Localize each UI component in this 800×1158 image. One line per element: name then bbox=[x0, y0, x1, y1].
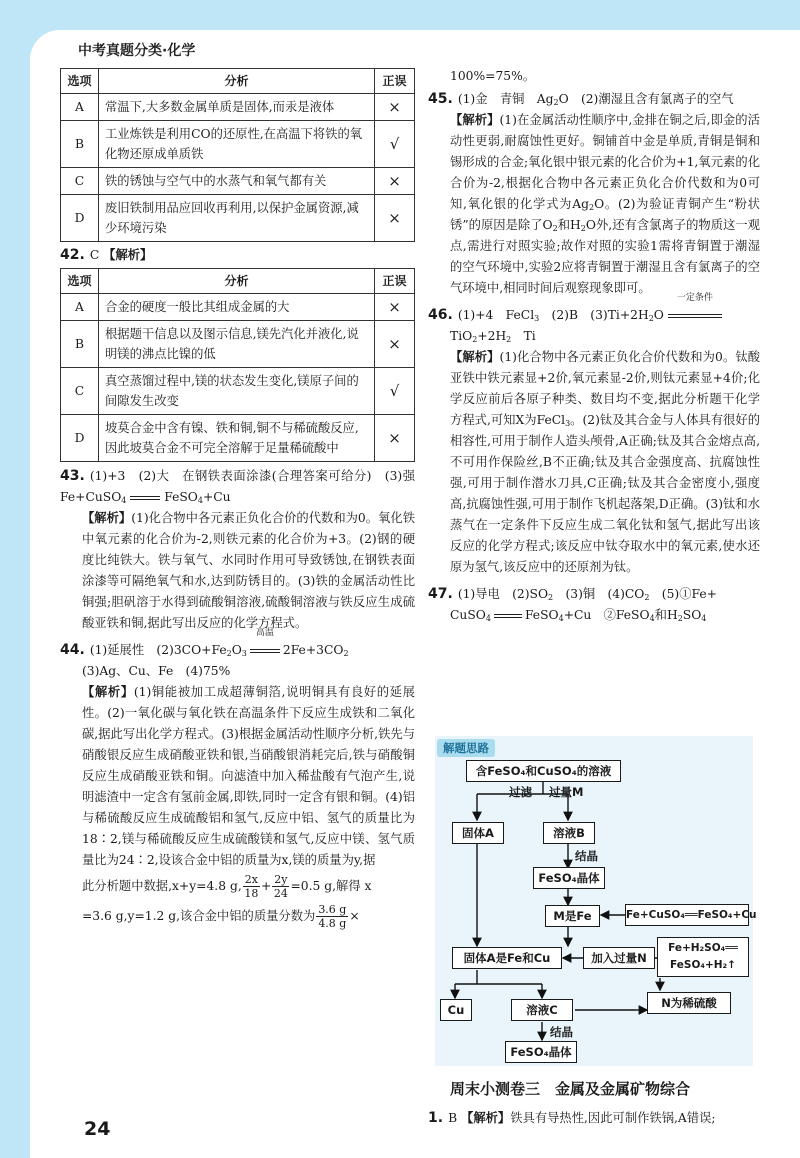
sub: 2 bbox=[343, 649, 349, 658]
sub: 2 bbox=[552, 224, 558, 233]
sub: 4 bbox=[558, 614, 564, 623]
flow-op-filter: 过滤 bbox=[509, 785, 532, 799]
q1-analysis-tag: 【解析】 bbox=[461, 1111, 511, 1125]
q45-exp-3: 和H bbox=[557, 218, 581, 232]
fraction bbox=[272, 873, 289, 900]
q47-h: 和H bbox=[654, 608, 678, 622]
q45-answer-text-2: O (2)潮湿且含有氯离子的空气 bbox=[558, 92, 734, 106]
q1-explanation: 铁具有导热性,因此可制作铁锅,A错误; bbox=[510, 1111, 716, 1125]
th-judge: 正误 bbox=[375, 69, 415, 94]
flow-solution-c: 溶液C bbox=[511, 999, 573, 1021]
cell: B bbox=[61, 321, 99, 368]
sub: 4 bbox=[701, 614, 707, 623]
q45-number: 45. bbox=[428, 91, 453, 107]
cell: 废旧铁制用品应回收再利用,以保护金属资源,减少环境污染 bbox=[99, 195, 375, 242]
q45-analysis bbox=[428, 110, 760, 299]
table-row bbox=[61, 168, 415, 195]
flow-solid-a-fe-cu: 固体A是Fe和Cu bbox=[452, 947, 562, 969]
cell: C bbox=[61, 368, 99, 415]
q44-analysis-tag: 【解析】 bbox=[82, 685, 134, 699]
q47-cu: +Cu ②FeSO bbox=[563, 608, 650, 622]
q47-answer-1: (1)导电 (2)SO bbox=[457, 587, 549, 601]
cell: A bbox=[61, 294, 99, 321]
q1-number: 1. bbox=[428, 1110, 444, 1126]
q44-o: O bbox=[231, 643, 242, 657]
denominator: 24 bbox=[273, 887, 288, 900]
table-q41 bbox=[60, 68, 415, 242]
q47-cuso4: CuSO bbox=[450, 608, 486, 622]
q1-line bbox=[428, 1108, 763, 1128]
sub: 2 bbox=[548, 593, 554, 602]
q46-analysis bbox=[428, 347, 760, 578]
q43-eq-right: FeSO bbox=[164, 490, 198, 504]
sub: 3 bbox=[565, 419, 571, 428]
sub: 3 bbox=[241, 649, 247, 658]
mark: × bbox=[375, 321, 415, 368]
cell: 真空蒸馏过程中,镁的状态发生变化,镁原子间的间隙发生改变 bbox=[99, 368, 375, 415]
eq-sign bbox=[250, 628, 280, 661]
q44-answer-2: (3)Ag、Cu、Fe (4)75% bbox=[82, 664, 231, 678]
fraction bbox=[316, 903, 348, 930]
sub: 2 bbox=[677, 614, 683, 623]
q46-answer-1: (1)+4 FeCl bbox=[457, 308, 535, 322]
table-row bbox=[61, 94, 415, 121]
q46-tio2: TiO bbox=[450, 329, 473, 343]
cell: B bbox=[61, 121, 99, 168]
flow-op-excess-m: 过量M bbox=[549, 785, 584, 799]
flow-feso4-crystal-2: FeSO₄晶体 bbox=[505, 1041, 577, 1063]
cell: A bbox=[61, 94, 99, 121]
mark: × bbox=[375, 415, 415, 462]
th-analysis: 分析 bbox=[99, 269, 375, 294]
table-row bbox=[61, 368, 415, 415]
cell: 铁的锈蚀与空气中的水蒸气和氧气都有关 bbox=[99, 168, 375, 195]
q1-answer: B bbox=[448, 1111, 458, 1125]
calc-text: =0.5 g,解得 x bbox=[290, 879, 372, 893]
flow-solid-a: 固体A bbox=[452, 822, 504, 844]
q43-analysis-tag: 【解析】 bbox=[82, 511, 132, 525]
flow-arrows bbox=[435, 736, 753, 1066]
q46-h2: +2H bbox=[477, 329, 507, 343]
left-column bbox=[60, 68, 415, 931]
cell: 坡莫合金中含有镍、铁和铜,铜不与稀硫酸反应,因此坡莫合金不可完全溶解于足量稀硫酸中 bbox=[99, 415, 375, 462]
page-number: 24 bbox=[84, 1118, 111, 1140]
q44-answer-1: (1)延展性 (2)3CO+Fe bbox=[89, 643, 227, 657]
numerator: 2y bbox=[274, 873, 288, 886]
mark: × bbox=[375, 94, 415, 121]
q44-explanation: (1)铜能被加工成超薄铜箔,说明铜具有良好的延展性。(2)一氧化碳与氧化铁在高温条件下反应生成铁和二氧化碳,据此写出化学方程式。(3)根据金属活动性顺序分析,铁先与硝酸银反应生成硝酸亚铁和银,当硝酸银消耗完后,铁与硝酸铜反应生成硝酸亚铁和铜。向滤渣中加入稀盐酸有气泡产生,说明滤渣中一定含有氢前金属,即铁,同时一定含有银和铜。(4)铝与稀硫酸反应生成硫酸铝和氢气,反应中铝、氢气的质量比为18∶2,镁与稀硫酸反应生成硫酸镁和氢气,反应中镁、氢气质量比为24∶2,设该合金中铝的质量为x,镁的质量为y,据 bbox=[82, 685, 415, 867]
q44-number: 44. bbox=[60, 642, 85, 658]
page-header: 中考真题分类·化学 bbox=[78, 43, 196, 59]
q45-exp-2: O。(2)为验证青铜产生“粉状锈”的原因是除了O bbox=[450, 197, 760, 232]
mark: × bbox=[375, 294, 415, 321]
right-column bbox=[428, 66, 760, 626]
section-title: 周末小测卷三 金属及金属矿物综合 bbox=[450, 1080, 691, 1098]
sub: 4 bbox=[649, 614, 655, 623]
flow-add-excess-n: 加入过量N bbox=[583, 947, 655, 969]
q46-answer-1c: O bbox=[653, 308, 664, 322]
q46-number: 46. bbox=[428, 307, 453, 323]
cell: 合金的硬度一般比其组成金属的大 bbox=[99, 294, 375, 321]
sub: 2 bbox=[226, 649, 232, 658]
q44-analysis bbox=[60, 682, 415, 871]
q45-analysis-tag: 【解析】 bbox=[450, 113, 500, 127]
q42-line bbox=[60, 245, 415, 266]
mark: √ bbox=[375, 368, 415, 415]
th-option: 选项 bbox=[61, 69, 99, 94]
acid-eq-line1: Fe+H₂SO₄══ bbox=[668, 942, 738, 954]
q46-exp-2: 。(2)钛及其合金与人体具有很好的相容性,可用于制作人造头颅骨,A正确;钛及其合金熔点高,不可用作保险丝,B不正确;钛及其合金强度高、抗腐蚀性强,可用于制作潜水刀具,C正确;钛及其合金密度小,强度高,抗腐蚀性强,可用于制作飞机起落架,D正确。(3)钛和水蒸气在一定条件下反应生成二氧化钛和氢气,据此写出该反应的化学方程式;该反应中钛夺取水中的氧元素,使水还原为氢气,该反应中的还原剂为钛。 bbox=[450, 413, 760, 574]
q46-answer: 46. (1)+4 FeCl$_3$ (2)B $(3)Ti+2H_2O$ 一定条件 bbox=[428, 305, 760, 326]
q46-analysis-tag: 【解析】 bbox=[450, 350, 500, 364]
eq-sign bbox=[494, 605, 522, 626]
q44-product: 2Fe+3CO bbox=[282, 643, 344, 657]
flow-equation-box: Fe+CuSO₄══FeSO₄+Cu bbox=[625, 904, 749, 926]
numerator: 3.6 g bbox=[318, 903, 347, 916]
cell: 根据题干信息以及图示信息,镁先汽化并液化,说明镁的沸点比镍的低 bbox=[99, 321, 375, 368]
flow-cu: Cu bbox=[440, 999, 472, 1021]
acid-eq-line2: FeSO₄+H₂↑ bbox=[670, 959, 736, 971]
table-row bbox=[61, 195, 415, 242]
th-analysis: 分析 bbox=[99, 69, 375, 94]
th-option: 选项 bbox=[61, 269, 99, 294]
plus: + bbox=[260, 879, 272, 893]
sub: 2 bbox=[553, 98, 559, 107]
page bbox=[30, 30, 800, 1158]
sub: 2 bbox=[644, 593, 650, 602]
q42-number: 42. bbox=[60, 247, 85, 263]
flow-top-solution: 含FeSO₄和CuSO₄的溶液 bbox=[466, 760, 621, 782]
fraction bbox=[243, 873, 260, 900]
eq-condition: 一定条件 bbox=[676, 293, 713, 303]
cell: C bbox=[61, 168, 99, 195]
q45-answer bbox=[428, 89, 760, 110]
q45-exp-4: O外,还有含氯离子的物质这一观点,需进行对照实验;故作对照的实验1需将青铜置于潮湿的空气环境中,实验2应将青铜置于潮湿且含有氯离子的空气环境中,相同时间后观察现象即可。 bbox=[450, 218, 760, 295]
q46-answer-line2: $TiO_2+2H_2$ Ti bbox=[450, 329, 536, 344]
mark: × bbox=[375, 195, 415, 242]
sub: 2 bbox=[580, 224, 586, 233]
q47-feso4: FeSO bbox=[524, 608, 559, 622]
sub: 4 bbox=[121, 496, 127, 505]
q47-so: SO bbox=[682, 608, 702, 622]
q43-explanation: (1)化合物中各元素正负化合价的代数和为0。氧化铁中氧元素的化合价为-2,则铁元素的化合价为+3。(2)钢的硬度比纯铁大。铁与氧气、水同时作用可导致锈蚀,在钢铁表面涂漆等可隔绝氧气和水,达到防锈目的。(3)铁的金属活动性比铜强;胆矾溶于水得到硫酸铜溶液,硫酸铜溶液与铁反应生成硫酸亚铁和铜,据此写出反应的化学方程式。 bbox=[82, 511, 415, 630]
eq-sign bbox=[130, 487, 160, 508]
calc-text: =3.6 g,y=1.2 g,该合金中铝的质量分数为 bbox=[82, 909, 316, 923]
table-row bbox=[61, 121, 415, 168]
th-judge: 正误 bbox=[375, 269, 415, 294]
calc-text: 此分析题中数据,x+y=4.8 g, bbox=[82, 879, 242, 893]
q43-answer bbox=[60, 466, 415, 508]
q46-ti: Ti bbox=[523, 329, 536, 343]
q44-calc-1 bbox=[60, 871, 415, 901]
flowchart-tag: 解题思路 bbox=[437, 739, 495, 757]
q43-analysis bbox=[60, 508, 415, 634]
sub: 2 bbox=[588, 203, 595, 212]
cell: D bbox=[61, 195, 99, 242]
q43-number: 43. bbox=[60, 468, 85, 484]
eq-condition: 高温 bbox=[255, 628, 274, 638]
mark: × bbox=[375, 168, 415, 195]
table-row bbox=[61, 294, 415, 321]
sub: 4 bbox=[485, 614, 491, 623]
table-row bbox=[61, 321, 415, 368]
flow-acid-equation bbox=[657, 937, 749, 977]
q42-answer: C bbox=[89, 248, 100, 262]
q43-eq-right2: +Cu bbox=[202, 490, 231, 504]
numerator: 2x bbox=[244, 873, 258, 886]
q42-analysis-tag: 【解析】 bbox=[103, 248, 153, 262]
q44-continuation: 100%=75%。 bbox=[450, 69, 536, 83]
flow-solution-b: 溶液B bbox=[543, 822, 595, 844]
q44-answer bbox=[60, 628, 415, 661]
q47-answer bbox=[428, 584, 760, 605]
sub: 4 bbox=[197, 496, 203, 505]
table-q42 bbox=[60, 268, 415, 462]
q47-answer-1c: (5)①Fe+ bbox=[661, 587, 717, 601]
denominator: 4.8 g bbox=[318, 917, 347, 930]
q46-answer-1b: (2)B (3)Ti+2H bbox=[551, 308, 649, 322]
flow-feso4-crystal: FeSO₄晶体 bbox=[533, 867, 605, 889]
denominator: 18 bbox=[244, 887, 259, 900]
sub: 3 bbox=[534, 314, 540, 323]
q43-eq-left: Fe+CuSO bbox=[60, 490, 122, 504]
q47-answer-1b: (3)铜 (4)CO bbox=[565, 587, 645, 601]
cell: 工业炼铁是利用CO的还原性,在高温下将铁的氧化物还原成单质铁 bbox=[99, 121, 375, 168]
times: × bbox=[349, 909, 360, 923]
mark: √ bbox=[375, 121, 415, 168]
flow-crystallize-2: 结晶 bbox=[550, 1025, 573, 1039]
q44-calc-2 bbox=[60, 901, 415, 931]
q45-exp-1: (1)在金属活动性顺序中,金排在铜之后,即金的活动性更弱,耐腐蚀性更好。铜铺首中金是单质,青铜是铜和锡形成的合金;氧化银中银元素的化合价为+1,氧元素的化合价为-2,根据化合物中各元素正负化合价代数和为0可知,氧化银的化学式为Ag bbox=[450, 113, 760, 211]
cell: 常温下,大多数金属单质是固体,而汞是液体 bbox=[99, 94, 375, 121]
q45-answer-text: (1)金 青铜 Ag bbox=[457, 92, 554, 106]
eq-sign bbox=[668, 293, 722, 326]
table-row bbox=[61, 415, 415, 462]
q47-answer-line2 bbox=[428, 605, 760, 626]
flow-m-is-fe: M是Fe bbox=[545, 905, 600, 927]
flow-n-is-acid: N为稀硫酸 bbox=[647, 992, 731, 1014]
flow-crystallize: 结晶 bbox=[575, 849, 598, 863]
cell: D bbox=[61, 415, 99, 462]
q47-number: 47. bbox=[428, 586, 453, 602]
q46-exp-1: (1)化合物中各元素正负化合价代数和为0。钛酸亚铁中铁元素显+2价,氧元素显-2价,则钛元素显+4价;化学反应前后各原子种类、数目均不变,据此分析题干化学方程式,可知X为FeCl bbox=[450, 350, 760, 427]
solution-flowchart bbox=[435, 736, 757, 1066]
q43-answer-text: (1)+3 (2)大 在钢铁表面涂漆(合理答案可给分) (3)强 bbox=[89, 469, 415, 483]
